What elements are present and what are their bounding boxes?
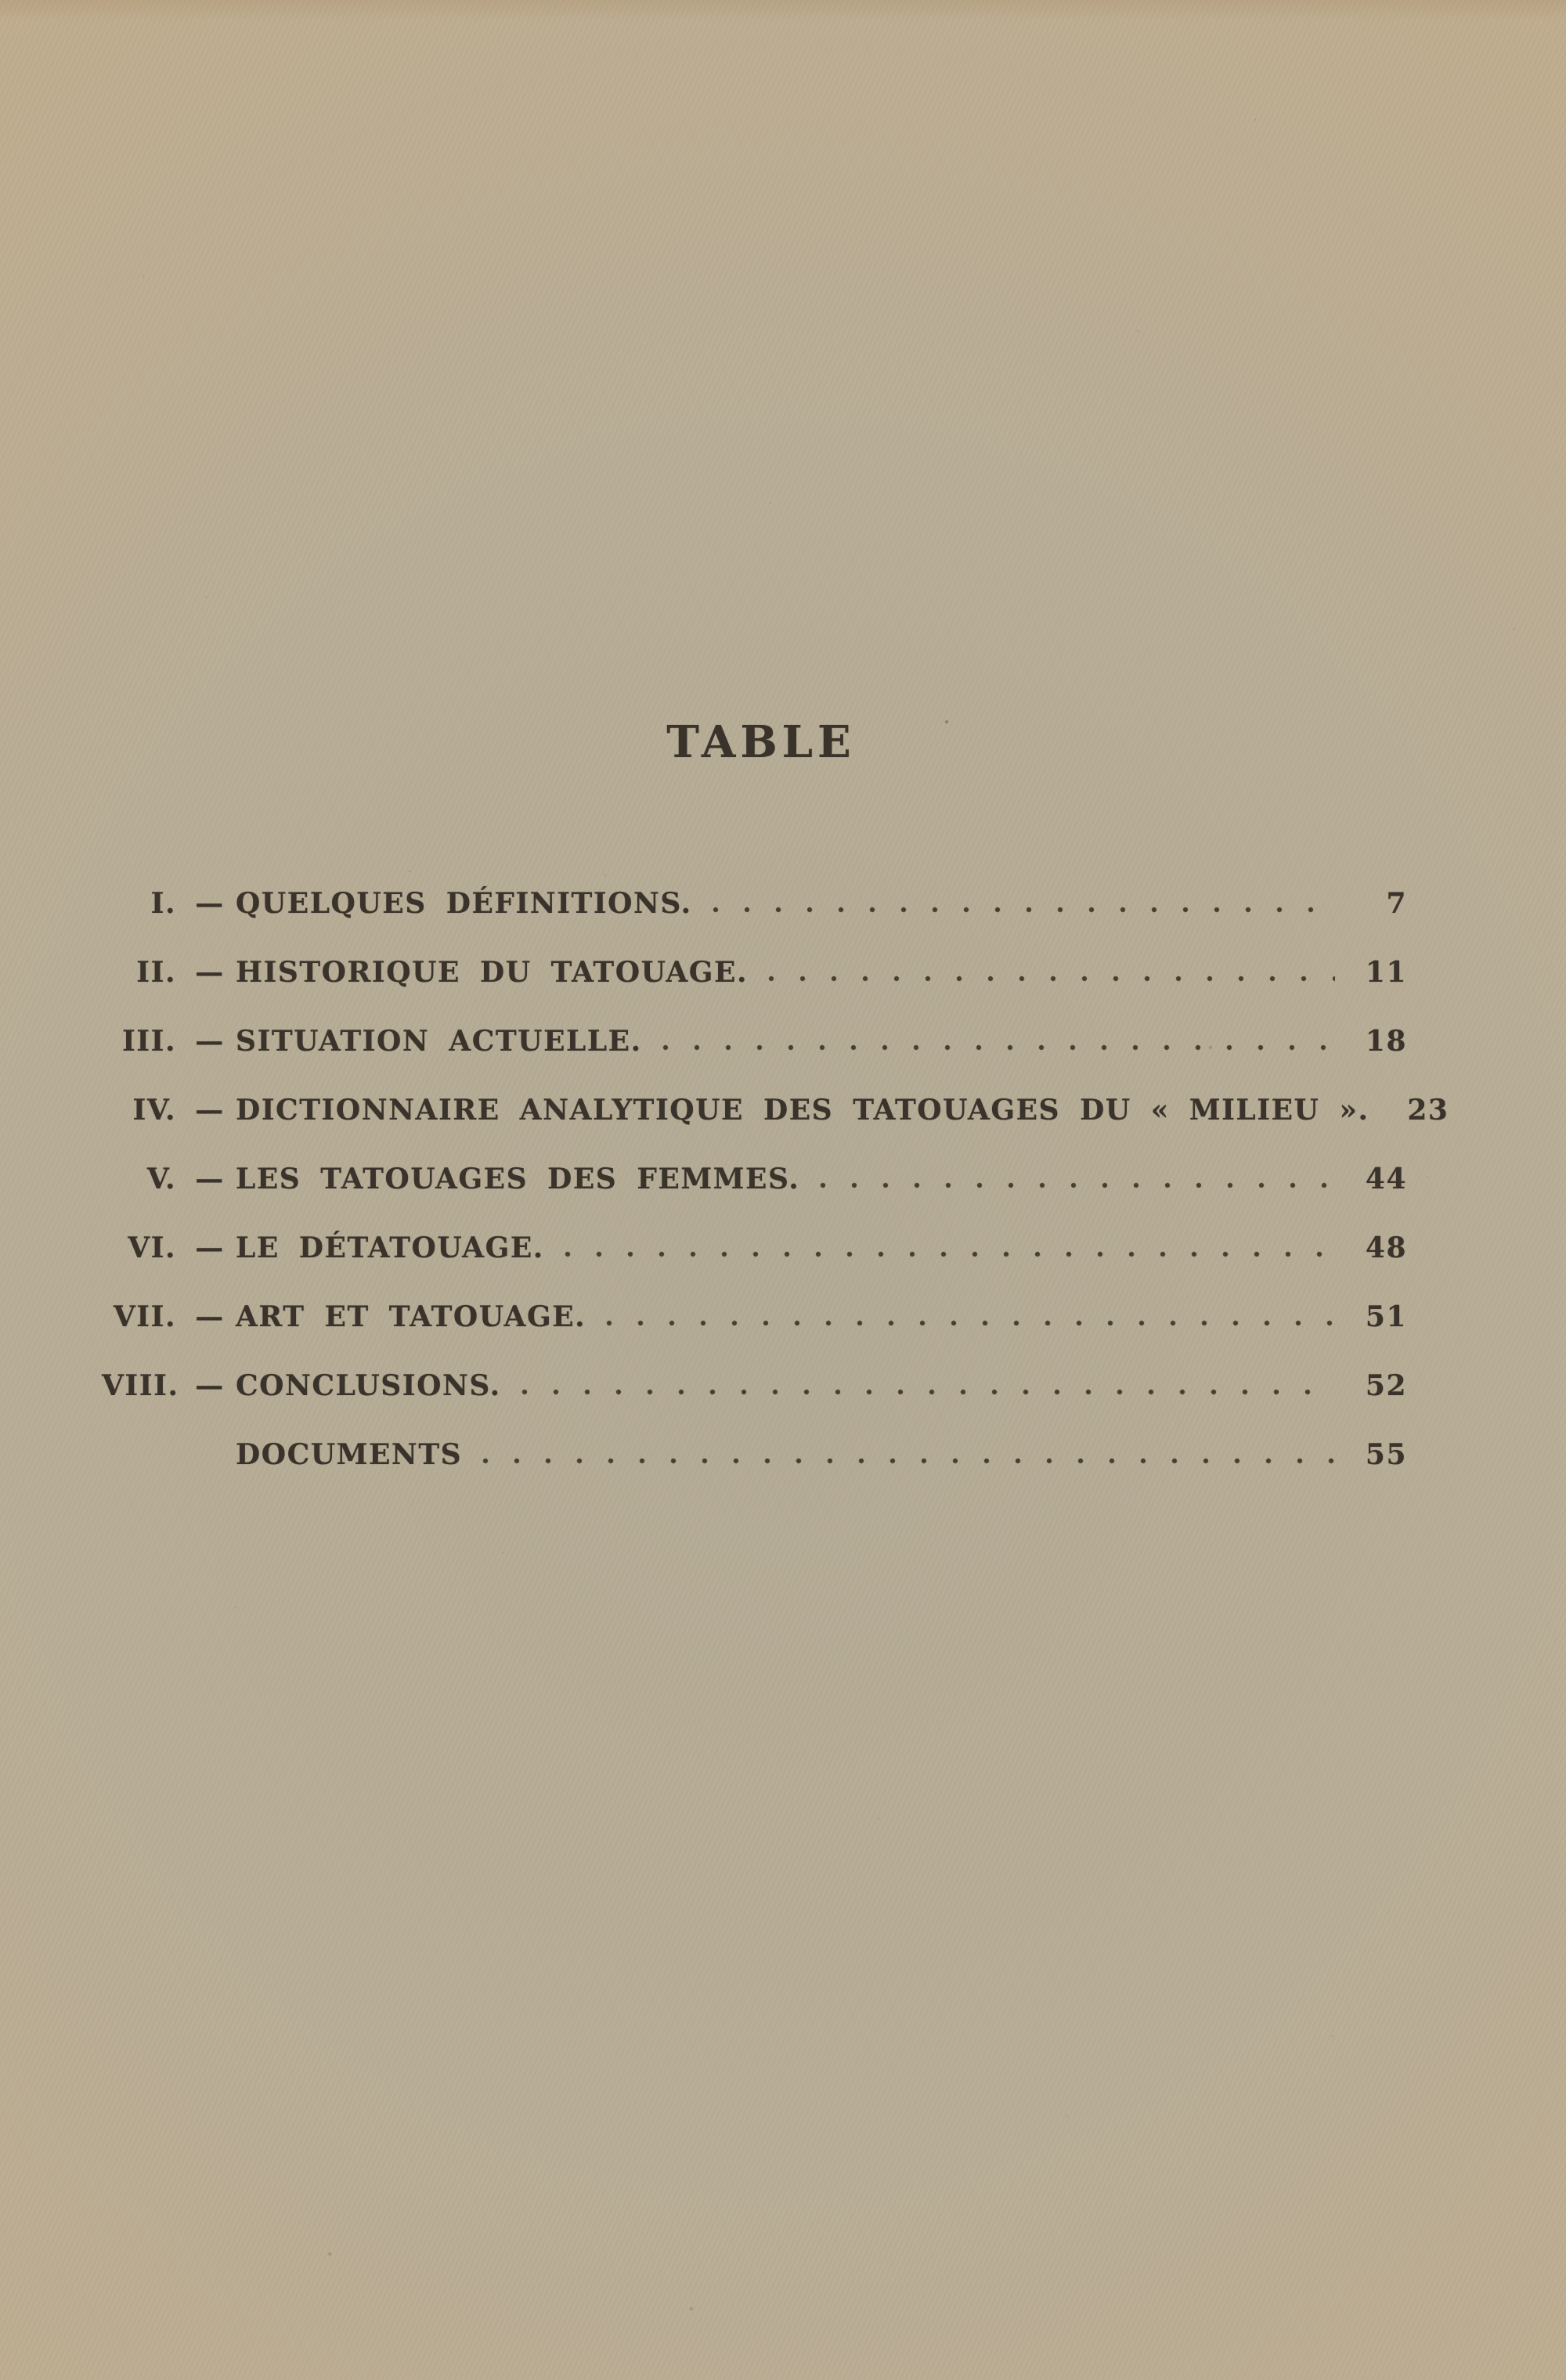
toc-entry [102,1279,1407,1348]
toc-entry-numeral: III. [121,1025,176,1058]
toc-entry-dot-leader [594,1320,1335,1326]
toc-entry-dash: — [195,1369,225,1402]
toc-entry-numeral: V. [146,1163,176,1195]
toc-entry-title: SITUATION ACTUELLE. [236,1025,642,1058]
toc-entry-title: CONCLUSIONS. [236,1369,501,1402]
toc-entry-page-number: 7 [1386,887,1407,920]
toc-entry-dash: — [195,887,225,920]
toc-entry-dash: — [195,1163,225,1195]
table-of-contents [102,866,1449,1486]
toc-entry-dash: — [195,956,225,989]
toc-entry [102,1417,1407,1486]
toc-entry-dot-leader [650,1044,1335,1051]
toc-entry [102,1141,1407,1210]
toc-entry-page-number: 44 [1365,1163,1407,1195]
toc-entry-dot-leader [700,907,1335,913]
toc-entry-numeral: I. [150,887,176,920]
toc-entry-numeral: II. [136,956,176,989]
toc-entry-numeral: VI. [128,1231,176,1264]
toc-entry-numeral: VIII. [102,1369,179,1402]
toc-entry [102,1210,1407,1279]
toc-entry-numeral: VII. [113,1300,176,1333]
toc-entry [102,1348,1407,1417]
toc-entry-title: HISTORIQUE DU TATOUAGE. [236,956,748,989]
toc-entry [102,866,1407,935]
toc-entry-page-number: 23 [1407,1094,1449,1127]
toc-entry-dot-leader [552,1251,1335,1257]
page-title: TABLE [666,716,856,768]
toc-entry [102,935,1407,1004]
toc-entry-page-number: 18 [1365,1025,1407,1058]
toc-entry-dot-leader [756,975,1335,982]
toc-entry-title: DICTIONNAIRE ANALYTIQUE DES TATOUAGES DU « MILIEU ». [236,1094,1369,1127]
toc-entry-title: DOCUMENTS [236,1438,463,1471]
toc-entry-page-number: 51 [1365,1300,1407,1333]
paper-speckle-texture [0,0,2,2]
toc-entry-dash: — [195,1231,225,1264]
toc-entry-title: ART ET TATOUAGE. [236,1300,586,1333]
toc-entry-dash: — [195,1300,225,1333]
toc-entry-title: QUELQUES DÉFINITIONS. [236,887,692,920]
toc-entry-page-number: 52 [1365,1369,1407,1402]
toc-entry-dot-leader [470,1458,1335,1464]
toc-entry-numeral: IV. [132,1094,176,1127]
toc-entry-page-number: 48 [1365,1231,1407,1264]
toc-entry [102,1004,1407,1073]
toc-entry [102,1073,1449,1141]
toc-entry-dash: — [195,1025,225,1058]
toc-entry-dot-leader [509,1389,1335,1395]
toc-entry-dot-leader [807,1182,1335,1188]
toc-entry-page-number: 11 [1365,956,1407,989]
toc-entry-title: LE DÉTATOUAGE. [236,1231,544,1264]
toc-entry-page-number: 55 [1365,1438,1407,1471]
toc-entry-dash: — [195,1094,225,1127]
toc-entry-title: LES TATOUAGES DES FEMMES. [236,1163,800,1195]
